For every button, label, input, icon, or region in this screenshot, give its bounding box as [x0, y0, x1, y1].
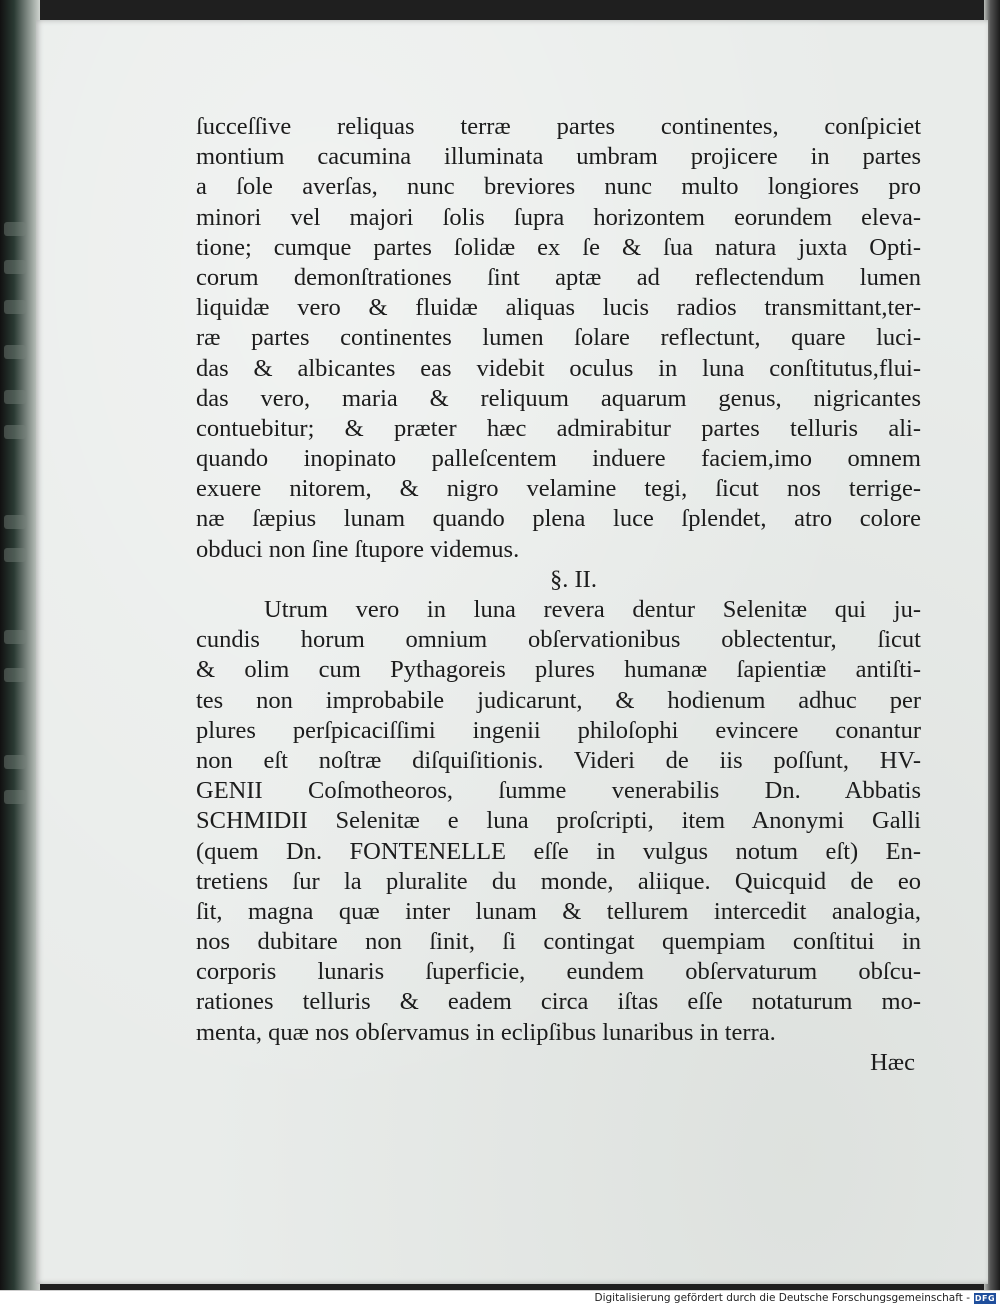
text-line: exuere nitorem, & nigro velamine tegi, ſicut nos terrige-	[196, 475, 921, 503]
text-line: non eſt noſtræ diſquiſitionis. Videri de iis poſſunt, HV-	[196, 746, 921, 774]
text-line: (quem Dn. FONTENELLE eſſe in vulgus notum eſt) En-	[196, 837, 921, 865]
bleed-mark	[4, 345, 26, 359]
bleed-mark	[4, 668, 26, 682]
text-line: liquidæ vero & fluidæ aliquas lucis radios transmittant,ter-	[196, 294, 921, 322]
bleed-mark	[4, 390, 26, 404]
text-line: GENII Coſmotheoros, ſumme venerabilis Dn. Abbatis	[196, 777, 921, 805]
bleed-mark	[4, 300, 26, 314]
bleed-mark	[4, 790, 26, 804]
bleed-mark	[4, 515, 26, 529]
text-line: næ ſæpius lunam quando plena luce ſplendet, atro colore	[196, 505, 921, 533]
text-line: a ſole averſas, nunc breviores nunc multo longiores pro	[196, 173, 921, 201]
text-line: nos dubitare non ſinit, ſi contingat quempiam conſtitui in	[196, 928, 921, 956]
text-line: tes non improbabile judicarunt, & hodienum adhuc per	[196, 686, 921, 714]
bleed-mark	[4, 755, 26, 769]
digitization-footer	[0, 1290, 1000, 1307]
text-line: cundis horum omnium obſervationibus oblectentur, ſicut	[196, 626, 921, 654]
bleed-mark	[4, 630, 26, 644]
page-text	[196, 112, 921, 1078]
catchword: Hæc	[870, 1048, 915, 1076]
text-line: menta, quæ nos obſervamus in eclipſibus lunaribus in terra.	[196, 1018, 776, 1046]
funding-credit: Digitalisierung gefördert durch die Deutsche Forschungsgemeinschaft -	[594, 1292, 970, 1304]
text-line: tione; cumque partes ſolidæ ex ſe & ſua natura juxta Opti-	[196, 233, 921, 261]
text-line: ræ partes continentes lumen ſolare reflectunt, quare luci-	[196, 324, 921, 352]
text-line: minori vel majori ſolis ſupra horizontem eorundem eleva-	[196, 203, 921, 231]
bleed-mark	[4, 425, 26, 439]
text-line: quando inopinato palleſcentem induere faciem,imo omnem	[196, 445, 921, 473]
text-line: obduci non ſine ſtupore videmus.	[196, 535, 520, 563]
text-line: corum demonſtrationes ſint aptæ ad reflectendum lumen	[196, 263, 921, 291]
facing-page-bleed	[0, 0, 30, 1290]
text-line: contuebitur; & præter hæc admirabitur partes telluris ali-	[196, 414, 921, 442]
text-line: das vero, maria & reliquum aquarum genus, nigricantes	[196, 384, 921, 412]
dfg-logo-icon: DFG	[974, 1294, 996, 1303]
text-line: ſucceſſive reliquas terræ partes continentes, conſpiciet	[196, 113, 921, 140]
text-line: corporis lunaris ſuperficie, eundem obſervaturum obſcu-	[196, 958, 921, 986]
text-line: & olim cum Pythagoreis plures humanæ ſapientiæ antiſti-	[196, 656, 921, 684]
bleed-mark	[4, 260, 26, 274]
text-line: ſit, magna quæ inter lunam & tellurem intercedit analogia,	[196, 897, 921, 925]
text-line: SCHMIDII Selenitæ e luna proſcripti, item Anonymi Galli	[196, 807, 921, 835]
text-line: Utrum vero in luna revera dentur Selenitæ qui ju-	[264, 596, 921, 623]
text-line: das & albicantes eas videbit oculus in luna conſtitutus,flui-	[196, 354, 921, 382]
text-line: plures perſpicaciſſimi ingenii philoſophi evincere conantur	[196, 716, 921, 744]
text-line: rationes telluris & eadem circa iſtas eſſe notaturum mo-	[196, 988, 921, 1016]
text-line: tretiens ſur la pluralite du monde, aliique. Quicquid de eo	[196, 867, 921, 895]
section-heading: §. II.	[550, 565, 597, 593]
bleed-mark	[4, 222, 26, 236]
bleed-mark	[4, 548, 26, 562]
book-page	[36, 20, 988, 1284]
text-line: montium cacumina illuminata umbram projicere in partes	[196, 143, 921, 171]
